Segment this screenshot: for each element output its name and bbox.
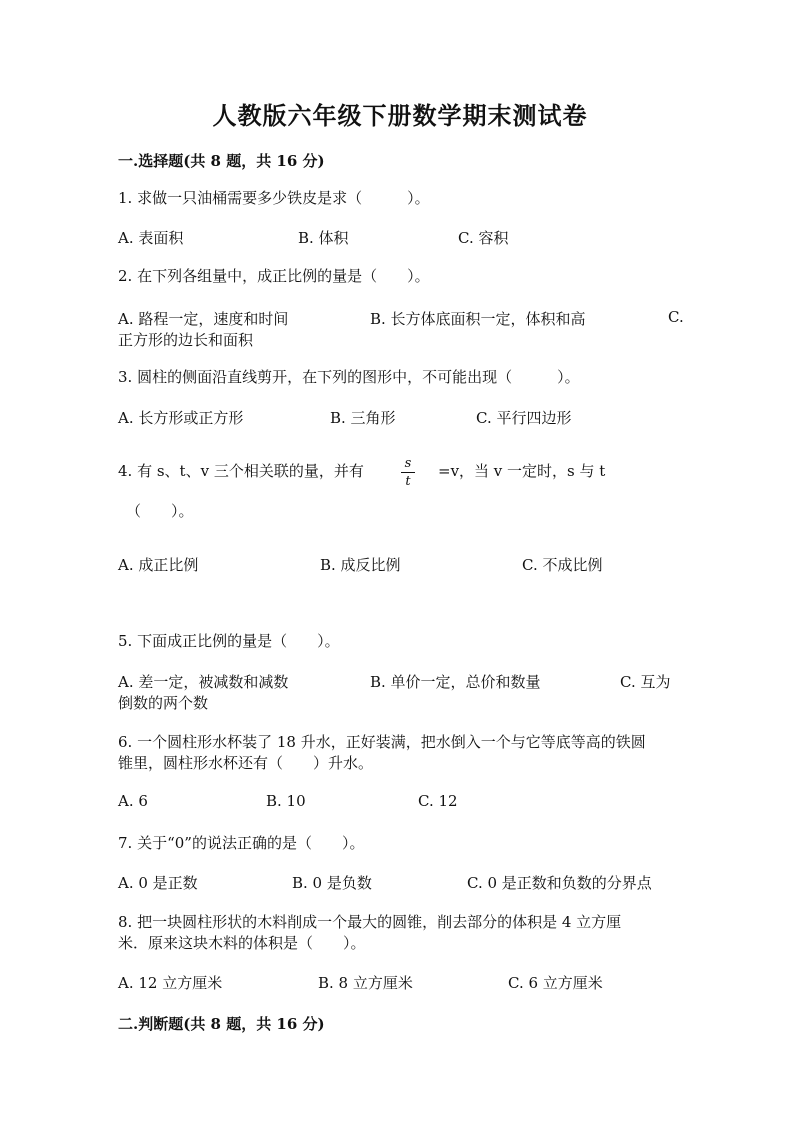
- q2-option-b: B. 长方体底面积一定，体积和高: [370, 310, 586, 328]
- q6-option-a: A. 6: [118, 792, 148, 810]
- q1-option-a: A. 表面积: [118, 229, 184, 247]
- q4-option-b: B. 成反比例: [320, 556, 401, 574]
- question-1: 1. 求做一只油桶需要多少铁皮是求（ ）。: [118, 189, 430, 207]
- q7-option-b: B. 0 是负数: [292, 874, 372, 892]
- fraction-numerator: s: [404, 456, 412, 471]
- q8-option-c: C. 6 立方厘米: [508, 974, 603, 992]
- q5-option-b: B. 单价一定，总价和数量: [370, 673, 541, 691]
- fraction-s-over-t: [401, 456, 415, 489]
- q2-option-a: A. 路程一定，速度和时间: [118, 310, 289, 328]
- q6-option-c: C. 12: [418, 792, 458, 810]
- q3-option-a: A. 长方形或正方形: [118, 409, 244, 427]
- question-6-line-2: 锥里，圆柱形水杯还有（ ）升水。: [118, 754, 374, 772]
- question-4-blank: （ ）。: [126, 502, 194, 520]
- question-7: 7. 关于“0”的说法正确的是（ ）。: [118, 834, 365, 852]
- q3-option-c: C. 平行四边形: [476, 409, 572, 427]
- fraction-denominator: t: [405, 474, 411, 489]
- q4-option-c: C. 不成比例: [522, 556, 603, 574]
- q3-option-b: B. 三角形: [330, 409, 396, 427]
- question-8-line-1: 8. 把一块圆柱形状的木料削成一个最大的圆锥，削去部分的体积是 4 立方厘: [118, 913, 622, 931]
- q5-option-c: C. 互为: [620, 673, 671, 691]
- q4-option-a: A. 成正比例: [118, 556, 199, 574]
- question-8-line-2: 米．原来这块木料的体积是（ ）。: [118, 934, 366, 952]
- q7-option-c: C. 0 是正数和负数的分界点: [467, 874, 652, 892]
- q1-option-b: B. 体积: [298, 229, 349, 247]
- page-title: 人教版六年级下册数学期末测试卷: [212, 101, 588, 130]
- question-6-line-1: 6. 一个圆柱形水杯装了 18 升水，正好装满，把水倒入一个与它等底等高的铁圆: [118, 733, 646, 751]
- q5-option-a: A. 差一定，被减数和减数: [118, 673, 289, 691]
- question-2: 2. 在下列各组量中，成正比例的量是（ ）。: [118, 267, 430, 285]
- q6-option-b: B. 10: [266, 792, 306, 810]
- q8-option-b: B. 8 立方厘米: [318, 974, 413, 992]
- question-4-cont: =v，当 v 一定时，s 与 t: [438, 462, 606, 480]
- q7-option-a: A. 0 是正数: [118, 874, 198, 892]
- question-3: 3. 圆柱的侧面沿直线剪开，在下列的图形中，不可能出现（ ）。: [118, 368, 580, 386]
- q5-option-c-text: 倒数的两个数: [118, 694, 209, 712]
- fraction-bar: [401, 472, 415, 473]
- q2-option-c-text: 正方形的边长和面积: [118, 331, 254, 349]
- section-heading-judgement: 二.判断题(共 8 题，共 16 分): [118, 1015, 325, 1033]
- q1-option-c: C. 容积: [458, 229, 509, 247]
- question-4: 4. 有 s、t、v 三个相关联的量，并有: [118, 462, 364, 480]
- section-heading-choice: 一.选择题(共 8 题，共 16 分): [118, 152, 325, 170]
- q2-option-c: C.: [668, 308, 684, 326]
- q8-option-a: A. 12 立方厘米: [118, 974, 223, 992]
- question-5: 5. 下面成正比例的量是（ ）。: [118, 632, 340, 650]
